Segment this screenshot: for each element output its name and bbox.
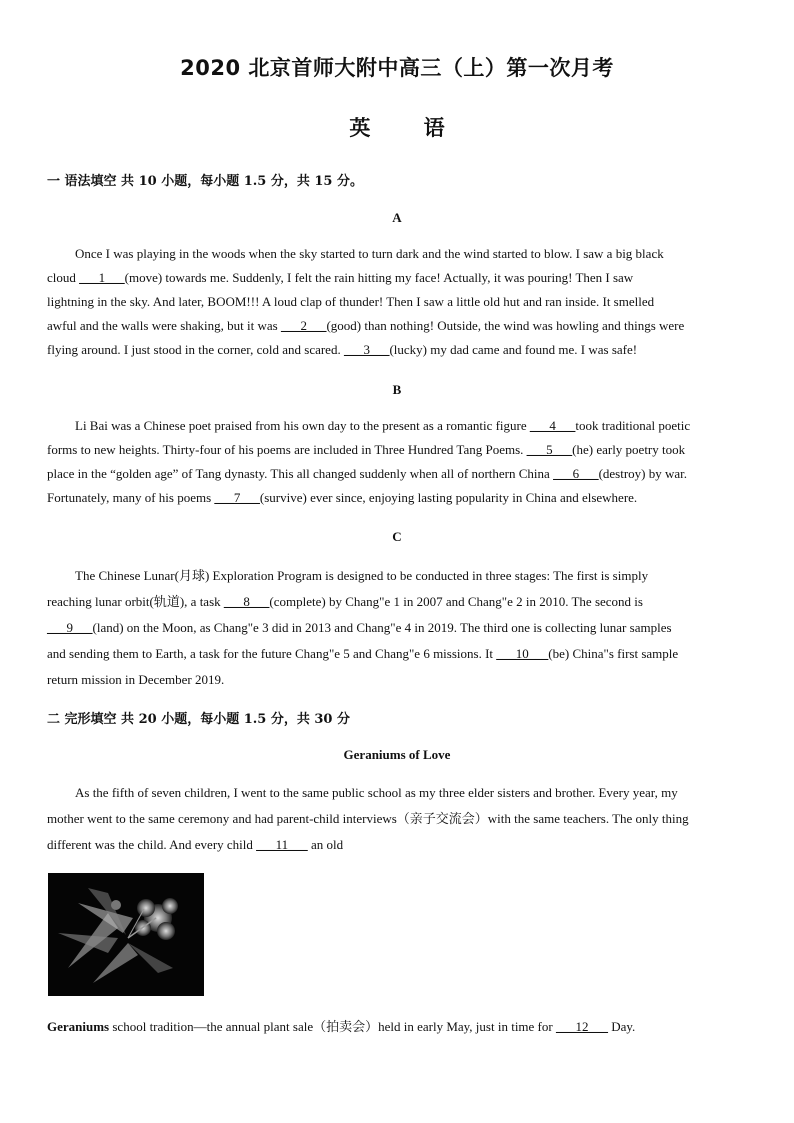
text-line bbox=[47, 806, 747, 832]
passage-text: (he) early poetry took bbox=[572, 442, 686, 457]
text-line bbox=[47, 266, 747, 290]
passage-text: return mission in December 2019. bbox=[47, 672, 225, 687]
passage-text: (move) towards me. Suddenly, I felt the rain hitting my face! Actually, it was pouring! Then I saw bbox=[124, 270, 634, 285]
passage-text: Li Bai was a Chinese poet praised from his own day to the present as a romantic figure bbox=[75, 418, 530, 433]
passage-text: (be) China"s first sample bbox=[548, 646, 679, 661]
part-a-label: A bbox=[392, 210, 402, 225]
answer-blank[interactable]: ___2___ bbox=[280, 318, 327, 333]
text-line bbox=[47, 242, 747, 266]
passage-text: The Chinese Lunar(月球) Exploration Program is designed to be conducted in three stages: The first is simply bbox=[75, 568, 649, 583]
text-line bbox=[47, 641, 747, 667]
answer-blank[interactable]: ___4___ bbox=[529, 418, 576, 433]
answer-blank[interactable]: ___7___ bbox=[214, 490, 260, 505]
part-c-label: C bbox=[392, 529, 402, 544]
answer-blank[interactable]: ___9___ bbox=[47, 620, 93, 635]
passage-text: lightning in the sky. And later, BOOM!!! A loud clap of thunder! Then I saw a little old hut and ran inside. It smelled bbox=[47, 294, 655, 309]
passage-text: an old bbox=[307, 837, 344, 852]
text-line bbox=[47, 563, 747, 589]
section1-heading: 一 语法填空 共 10 小题，每小题 1.5 分，共 15 分。 bbox=[47, 174, 364, 189]
geranium-photo bbox=[48, 873, 204, 996]
answer-blank[interactable]: ___5___ bbox=[526, 442, 573, 457]
passage-text: (destroy) by war. bbox=[598, 466, 688, 481]
text-line bbox=[47, 438, 747, 462]
text-line bbox=[47, 589, 747, 615]
subject-title: 英 语 bbox=[349, 116, 445, 140]
text-line bbox=[47, 338, 747, 362]
passage-text: Once I was playing in the woods when the sky started to turn dark and the wind started to blow. I saw a big black bbox=[75, 246, 664, 261]
passage-text: (survive) ever since, enjoying lasting popularity in China and elsewhere. bbox=[259, 490, 638, 505]
passage-text: forms to new heights. Thirty-four of his poems are included in Three Hundred Tang Poems. bbox=[47, 442, 527, 457]
text-line bbox=[47, 615, 747, 641]
cloze-passage bbox=[47, 780, 747, 858]
passage-text: and sending them to Earth, a task for the future Chang"e 5 and Chang"e 6 missions. It bbox=[47, 646, 497, 661]
passage-text: (complete) by Chang"e 1 in 2007 and Chang"e 2 in 2010. The second is bbox=[269, 594, 643, 609]
passage-text: (good) than nothing! Outside, the wind was howling and things were bbox=[326, 318, 685, 333]
bold-word: Geraniums bbox=[47, 1019, 110, 1034]
passage-text: (lucky) my dad came and found me. I was safe! bbox=[389, 342, 638, 357]
text-line bbox=[47, 780, 747, 806]
passage-text: awful and the walls were shaking, but it was bbox=[47, 318, 281, 333]
answer-blank[interactable]: ___6___ bbox=[553, 466, 599, 481]
cloze-continuation bbox=[47, 1015, 747, 1039]
part-b-passage bbox=[47, 414, 747, 510]
passage-text: place in the “golden age” of Tang dynasty. This all changed suddenly when all of northern China bbox=[47, 466, 554, 481]
passage-text: (land) on the Moon, as Chang"e 3 did in 2013 and Chang"e 4 in 2019. The third one is collecting lunar samples bbox=[92, 620, 672, 635]
text-before-blank-12: school tradition—the annual plant sale（拍卖会）held in early May, just in time for bbox=[109, 1019, 556, 1034]
text-line bbox=[47, 667, 747, 693]
passage-text: reaching lunar orbit(轨道), a task bbox=[47, 594, 224, 609]
answer-blank[interactable]: ___10___ bbox=[496, 646, 549, 661]
answer-blank[interactable]: ___3___ bbox=[343, 342, 390, 357]
text-line bbox=[47, 832, 747, 858]
passage-text: cloud bbox=[47, 270, 80, 285]
passage-text: different was the child. And every child bbox=[47, 837, 257, 852]
part-a-passage bbox=[47, 242, 747, 362]
answer-blank[interactable]: ___8___ bbox=[223, 594, 270, 609]
blank-12[interactable]: ___12___ bbox=[555, 1019, 608, 1034]
passage-text: flying around. I just stood in the corner, cold and scared. bbox=[47, 342, 344, 357]
geranium-flower-image bbox=[48, 873, 204, 996]
text-line bbox=[47, 290, 747, 314]
passage-text: Fortunately, many of his poems bbox=[47, 490, 215, 505]
text-line bbox=[47, 314, 747, 338]
passage-text: took traditional poetic bbox=[575, 418, 691, 433]
section2-heading: 二 完形填空 共 20 小题，每小题 1.5 分，共 30 分 bbox=[47, 712, 351, 727]
exam-title: 2020 北京首师大附中高三（上）第一次月考 bbox=[180, 56, 614, 80]
answer-blank[interactable]: ___1___ bbox=[79, 270, 125, 285]
text-line bbox=[47, 486, 747, 510]
text-line bbox=[47, 414, 747, 438]
passage-text: As the fifth of seven children, I went to the same public school as my three elder sisters and brother. Every year, my bbox=[75, 785, 678, 800]
answer-blank[interactable]: ___11___ bbox=[256, 837, 308, 852]
passage-text: mother went to the same ceremony and had parent-child interviews（亲子交流会）with the same teachers. The only thing bbox=[47, 811, 689, 826]
text-line bbox=[47, 462, 747, 486]
part-c-passage bbox=[47, 563, 747, 693]
passage-title: Geraniums of Love bbox=[343, 747, 451, 762]
part-b-label: B bbox=[392, 382, 402, 397]
text-after-blank-12: Day. bbox=[607, 1019, 636, 1034]
